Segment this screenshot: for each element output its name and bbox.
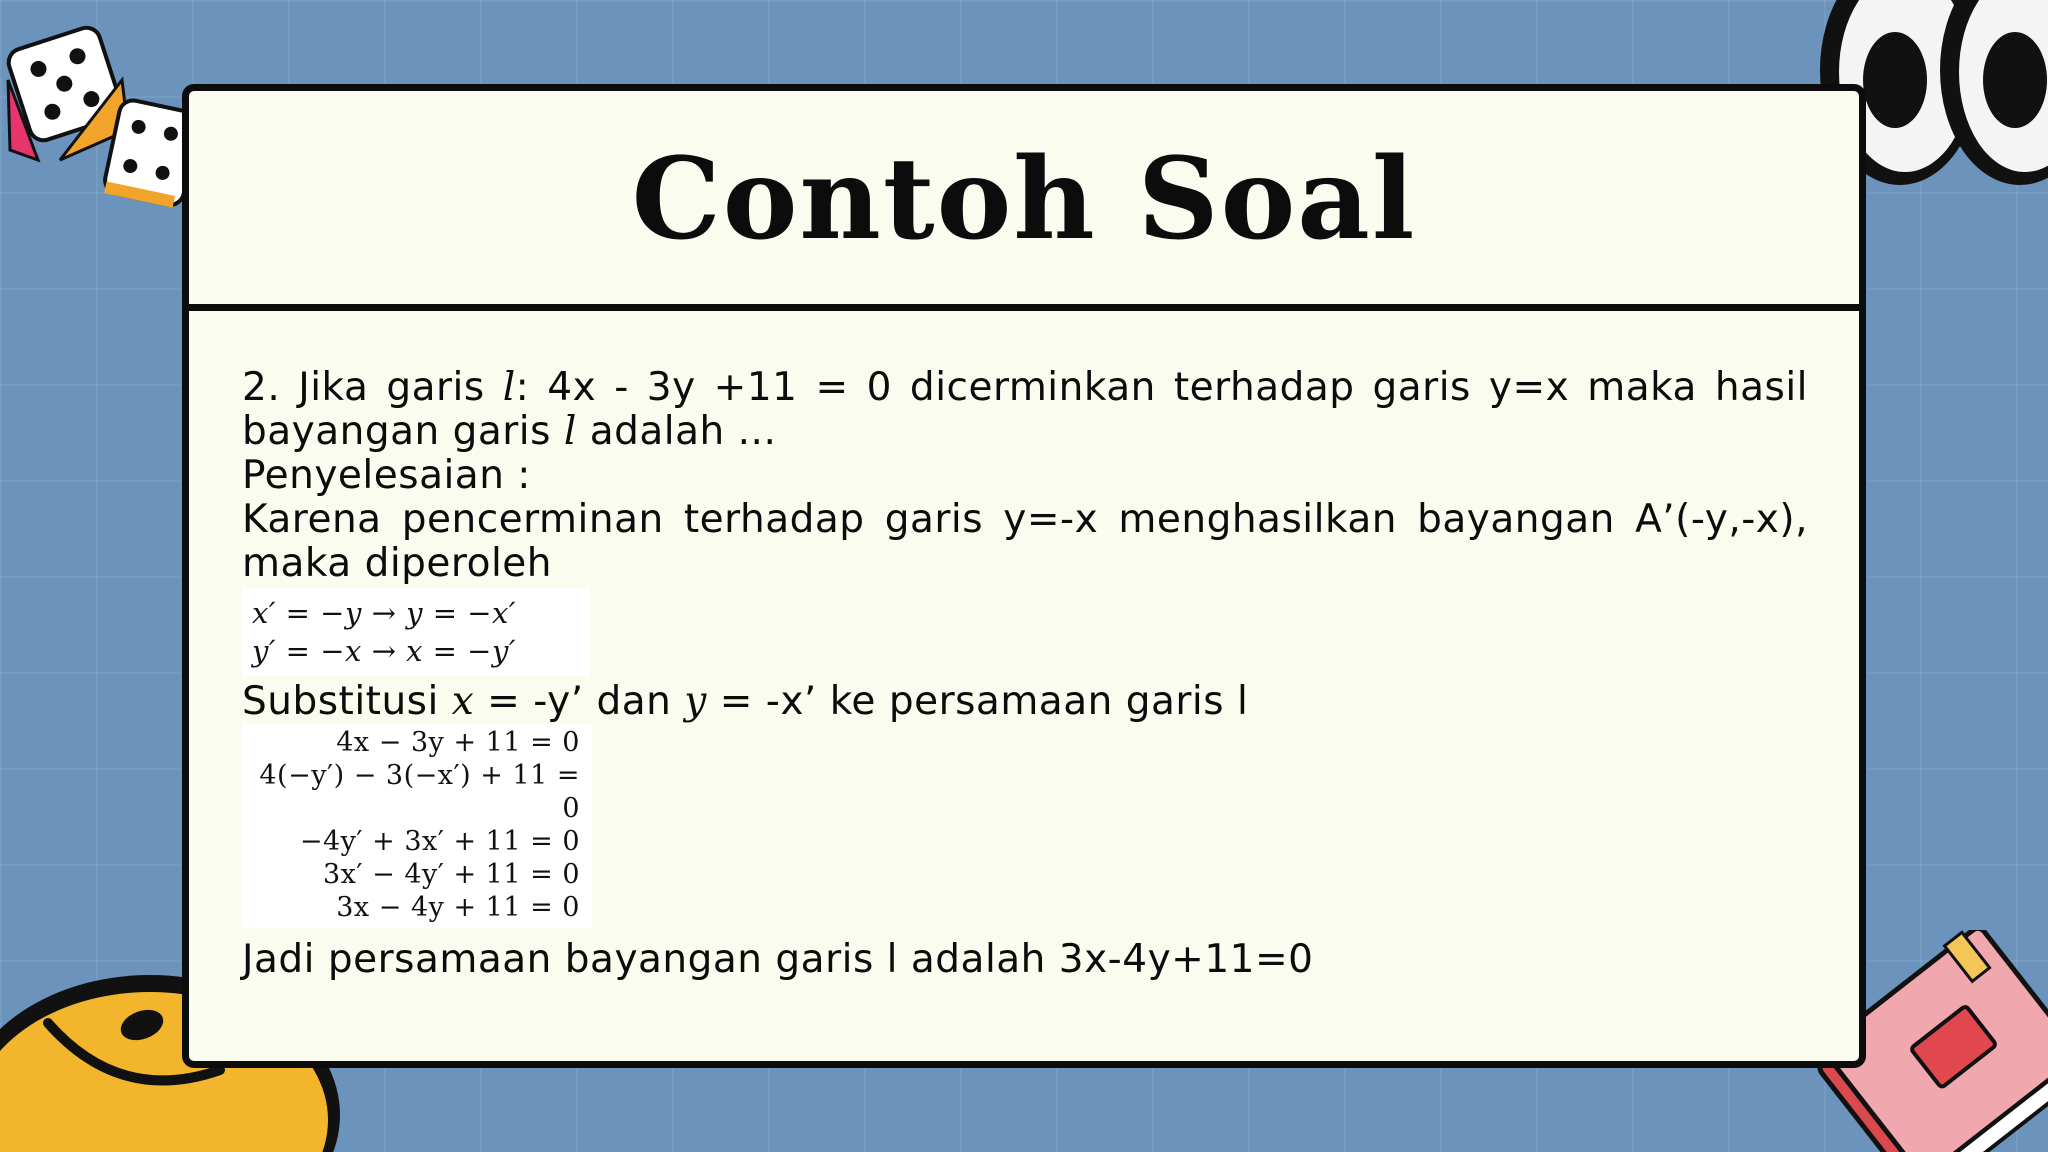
question-suffix: adalah ... — [576, 409, 777, 454]
transform-equations-box — [242, 588, 590, 676]
substitution-var-x: x — [451, 679, 475, 724]
transform-equation: x′ = −y → y = −x′ — [252, 596, 516, 630]
question-prefix: 2. Jika garis — [242, 365, 503, 410]
derivation-steps-box — [242, 724, 592, 928]
conclusion-text: Jadi persamaan bayangan garis l adalah 3x-4y+11=0 — [242, 937, 1314, 982]
slide-content — [242, 366, 1808, 982]
substitution-text — [242, 680, 1808, 724]
derivation-step: 4x − 3y + 11 = 0 — [336, 727, 580, 758]
derivation-step: 3x′ − 4y′ + 11 = 0 — [323, 859, 580, 890]
substitution-tail: = -x’ ke persamaan garis l — [706, 679, 1249, 724]
solution-heading: Penyelesaian : — [242, 453, 531, 498]
substitution-lead: Substitusi — [242, 679, 452, 724]
solution-reasoning: Karena pencerminan terhadap garis y=-x menghasilkan bayangan A’(-y,-x), maka diperoleh — [242, 497, 1808, 586]
transform-equation: y′ = −x → x = −y′ — [252, 634, 516, 668]
substitution-var-y: y — [684, 679, 707, 724]
question-var-l2: l — [563, 409, 577, 454]
question-text — [242, 366, 1808, 454]
derivation-step: 4(−y′) − 3(−x′) + 11 = 0 — [259, 760, 580, 824]
question-var-l: l — [502, 365, 516, 410]
slide-card — [182, 84, 1866, 1068]
title-bar — [189, 91, 1859, 311]
slide-title: Contoh Soal — [631, 134, 1417, 265]
dice-icon — [0, 10, 190, 220]
derivation-step: 3x − 4y + 11 = 0 — [336, 892, 580, 923]
question-equation: : 4x - 3y +11 = 0 dicerminkan terhadap garis y=x maka hasil bayangan garis — [242, 365, 1808, 454]
derivation-step: −4y′ + 3x′ + 11 = 0 — [299, 826, 580, 857]
substitution-mid: = -y’ dan — [474, 679, 685, 724]
